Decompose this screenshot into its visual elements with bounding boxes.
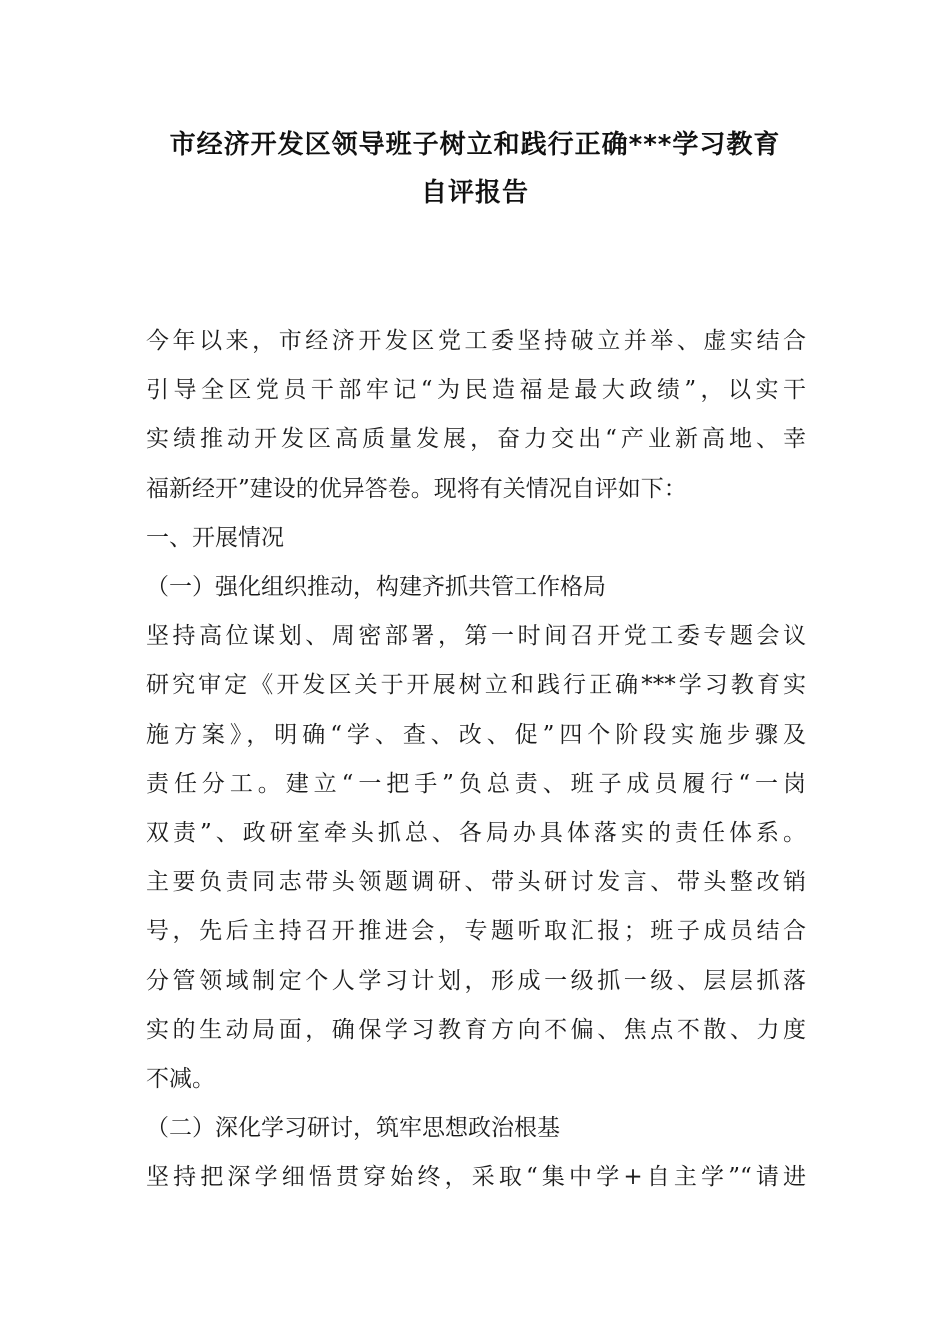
body-line: 主要负责同志带头领题调研、带头研讨发言、带头整改销	[146, 869, 806, 895]
body-line: 责任分工。建立“一把手”负总责、班子成员履行“一岗	[146, 771, 806, 797]
body-line: 实绩推动开发区高质量发展，奋力交出“产业新高地、幸	[146, 426, 806, 452]
body-line: 福新经开”建设的优异答卷。现将有关情况自评如下：	[146, 476, 687, 502]
document-title-line-1: 市经济开发区领导班子树立和践行正确***学习教育	[169, 130, 781, 160]
body-line: 施方案》，明确“学、查、改、促”四个阶段实施步骤及	[146, 722, 806, 748]
body-line: 今年以来，市经济开发区党工委坚持破立并举、虚实结合	[146, 328, 806, 354]
body-line: （一）强化组织推动，构建齐抓共管工作格局	[146, 574, 606, 600]
body-line: 引导全区党员干部牢记“为民造福是最大政绩”，以实干	[146, 377, 806, 403]
body-line: 分管领域制定个人学习计划，形成一级抓一级、层层抓落	[146, 968, 806, 994]
body-line: 一、开展情况	[146, 525, 284, 551]
body-line: 坚持高位谋划、周密部署，第一时间召开党工委专题会议	[146, 623, 806, 649]
body-line: 研究审定《开发区关于开展树立和践行正确***学习教育实	[146, 672, 806, 698]
body-line: （二）深化学习研讨，筑牢思想政治根基	[146, 1115, 560, 1141]
body-line: 双责”、政研室牵头抓总、各局办具体落实的责任体系。	[146, 820, 806, 846]
body-line: 号，先后主持召开推进会，专题听取汇报；班子成员结合	[146, 918, 806, 944]
body-line: 实的生动局面，确保学习教育方向不偏、焦点不散、力度	[146, 1017, 806, 1043]
body-line: 坚持把深学细悟贯穿始终，采取“集中学+自主学”“请进	[146, 1164, 806, 1190]
body-line: 不减。	[146, 1066, 215, 1092]
document-title-line-2: 自评报告	[420, 178, 529, 208]
